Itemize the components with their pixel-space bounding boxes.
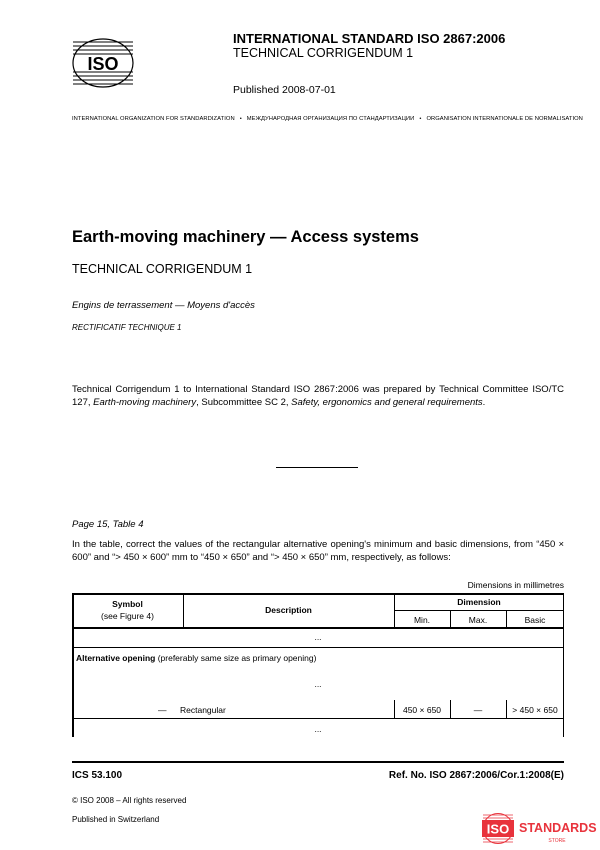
page-reference: Page 15, Table 4	[72, 519, 144, 530]
row-basic-value: > 450 × 650	[512, 705, 558, 715]
section-divider	[276, 467, 358, 468]
row-label: Rectangular	[180, 705, 226, 715]
dimension-header: Dimension	[457, 597, 501, 607]
standard-title: INTERNATIONAL STANDARD ISO 2867:2006	[233, 31, 506, 46]
iso-standards-store-badge[interactable]	[481, 812, 597, 845]
row-dash: —	[158, 705, 167, 715]
org-name-ru: МЕЖДУНАРОДНАЯ ОРГАНИЗАЦИЯ ПО СТАНДАРТИЗАЦИИ	[246, 116, 415, 122]
standard-subtitle: TECHNICAL CORRIGENDUM 1	[233, 46, 414, 60]
published-in: Published in Switzerland	[72, 815, 160, 824]
badge-store-text: STORE	[548, 838, 566, 844]
correction-paragraph: In the table, correct the values of the rectangular alternative opening's minimum and basic dimensions, from “450 × 600” and “> 450 × 600” mm to “450 × 650” and “> 450 × 650” mm, respectively, as follows:	[72, 539, 564, 563]
basic-header: Basic	[524, 615, 546, 625]
dimensions-table	[72, 593, 564, 737]
org-name-en: INTERNATIONAL ORGANIZATION FOR STANDARDIZATION	[72, 116, 235, 122]
iso-logo-text: ISO	[87, 54, 119, 74]
corrigendum-label-fr: RECTIFICATIF TECHNIQUE 1	[72, 323, 182, 332]
badge-iso-text: ISO	[486, 821, 510, 837]
ics-code: ICS 53.100	[72, 770, 123, 781]
footer-divider	[72, 761, 564, 763]
max-header: Max.	[468, 615, 488, 625]
publication-date: Published 2008-07-01	[233, 84, 336, 96]
document-title-fr: Engins de terrassement — Moyens d'accès	[72, 300, 255, 311]
iso-logo	[72, 38, 134, 88]
dimensions-note: Dimensions in millimetres	[467, 580, 564, 590]
row-max-value: —	[473, 705, 483, 715]
description-header: Description	[265, 605, 312, 615]
badge-standards-text: STANDARDS	[519, 821, 597, 835]
organization-names: INTERNATIONAL ORGANIZATION FOR STANDARDIZATION • МЕЖДУНАРОДНАЯ ОРГАНИЗАЦИЯ ПО СТАНДАРТИЗАЦИИ • ORGANISATION INTERNATIONALE DE NORMALISATION	[72, 116, 583, 122]
section-heading: Alternative opening (preferably same size as primary opening)	[76, 653, 317, 663]
min-header: Min.	[413, 615, 431, 625]
org-name-fr: ORGANISATION INTERNATIONALE DE NORMALISATION	[426, 116, 583, 122]
reference-number: Ref. No. ISO 2867:2006/Cor.1:2008(E)	[388, 770, 564, 781]
row-min-value: 450 × 650	[402, 705, 442, 715]
symbol-subheader: (see Figure 4)	[101, 611, 154, 621]
ellipsis-row: ...	[314, 679, 322, 689]
copyright-notice: © ISO 2008 – All rights reserved	[72, 796, 187, 805]
symbol-header: Symbol	[112, 599, 143, 609]
ellipsis-row: ...	[314, 724, 322, 734]
document-title: Earth-moving machinery — Access systems	[72, 228, 419, 246]
ellipsis-row: ...	[314, 632, 322, 642]
intro-paragraph: Technical Corrigendum 1 to International Standard ISO 2867:2006 was prepared by Technical Committee ISO/TC 127, Earth-moving machinery, Subcommittee SC 2, Safety, ergonomics and general requirements.	[72, 384, 564, 408]
corrigendum-label: TECHNICAL CORRIGENDUM 1	[72, 262, 253, 276]
